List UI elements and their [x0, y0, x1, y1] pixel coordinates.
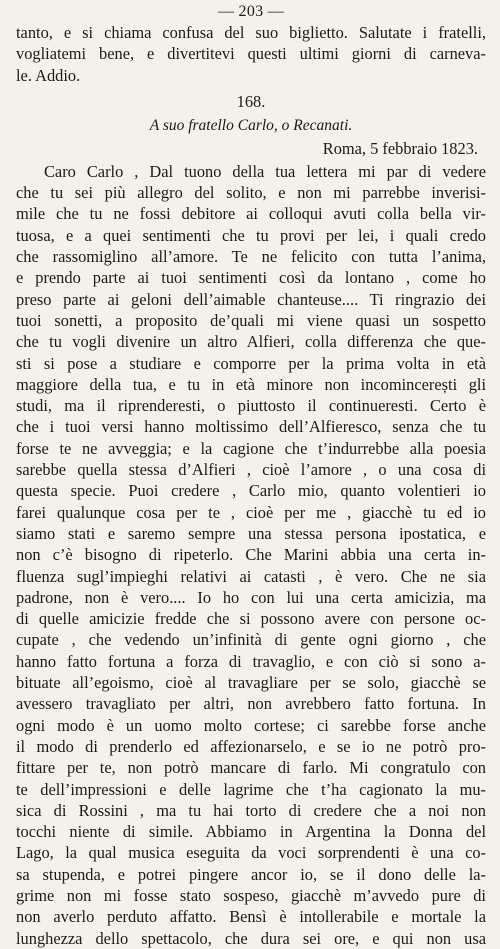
text-line: non averlo perduto affatto. Bensì è intollerabile e mortale la — [16, 907, 486, 927]
previous-letter-closing — [16, 22, 486, 86]
text-line: mile che tu ne fossi debitore ai colloqui avuti colla bella vir- — [16, 204, 486, 224]
text-line: hanno fatto fortuna a forza di travaglio, e con ciò si sono a- — [16, 651, 486, 671]
text-line: tuosa, e a quei sentimenti che tu provi per lei, i quali credo — [16, 225, 486, 245]
text-line: sica di Rossini , ma tu hai torto di credere che a noi non — [16, 800, 486, 820]
text-line: farei qualunque cosa per te , cioè per me , giacchè tu ed io — [16, 502, 486, 522]
text-line: che tu sei più allegro del solito, e non mi parrebbe inverisi- — [16, 183, 486, 203]
text-line: e prendo parte ai tuoi sentimenti così da lontano , come ho — [16, 268, 486, 288]
text-line: tuoi sonetti, a proposito de’quali mi viene quasi un sospetto — [16, 310, 486, 330]
text-line: che rassomiglino all’amore. Te ne felicito con tutta l’anima, — [16, 247, 486, 267]
text-line: le. Addio. — [16, 65, 81, 85]
text-line: sti si pose a studiare e comporre per la prima volta in età — [16, 353, 486, 373]
text-line: cupate , che vedendo un’infinità di gente ogni giorno , che — [16, 630, 486, 650]
text-line: il modo di prenderlo ed affezionarselo, e se io ne potrò pro- — [16, 736, 486, 756]
letter-body — [16, 161, 486, 949]
text-line: te dell’impressioni e delle lagrime che t’ha cagionato la mu- — [16, 779, 486, 799]
text-line: grime non mi fosse stato sospeso, giacchè m’avvedo pure di — [16, 885, 486, 905]
text-line: preso parte ai geloni dell’aimable chanteuse.... Ti ringrazio dei — [16, 289, 486, 309]
text-line: fluenza sugl’impieghi relativi ai catasti , è vero. Che ne sia — [16, 566, 486, 586]
text-line: tanto, e si chiama confusa del suo biglietto. Salutate i fratelli, — [16, 23, 486, 42]
text-line: Caro Carlo , Dal tuono della tua lettera mi par di vedere — [44, 161, 486, 181]
text-line: di quelle amicizie fredde che si possono avere con persone oc- — [16, 609, 486, 629]
text-line: lunghezza dello spettacolo, che dura sei ore, e qui non usa — [16, 928, 486, 948]
text-line: che tu vogli divenire un altro Alfieri, colla differenza che que- — [16, 332, 486, 352]
text-line: ogni modo è un uomo molto cortese; ci sarebbe forse anche — [16, 715, 486, 735]
letter-heading: A suo fratello Carlo, o Recanati. — [149, 116, 353, 134]
text-line: fittare per te, non potrò mancare di farlo. Mi congratulo con — [16, 758, 486, 778]
letter-number: 168. — [236, 91, 266, 111]
letter-dateline: Roma, 5 febbraio 1823. — [322, 138, 478, 158]
text-line: avessero travagliato per altri, non avrebbero fatto fortuna. In — [16, 694, 486, 714]
text-line: maggiore della tua, e tu in età minore non incomincerești gli — [16, 374, 486, 394]
text-line: Lago, la qual musica eseguita da voci sorprendenti è una co- — [16, 843, 486, 863]
text-line: tocchi niente di simile. Abbiamo in Argentina la Donna del — [16, 822, 486, 842]
page-number: — 203 — — [217, 3, 285, 20]
text-line: padrone, non è vero.... Io ho con lui una certa amicizia, ma — [16, 587, 486, 607]
text-line: studi, ma il riprenderesti, o piuttosto il continueresti. Certo è — [16, 396, 486, 416]
text-line: questa specie. Puoi credere , Carlo mio, quanto volentieri io — [16, 481, 486, 501]
text-line: forse te ne avveggia; e la cagione che t’indurrebbe alla poesia — [16, 438, 486, 458]
text-line: che i tuoi versi hanno moltissimo dell’Alfieresco, senza che tu — [16, 417, 486, 437]
text-line: sarebbe quella stessa d’Alfieri , cioè l’amore , o una cosa di — [16, 460, 486, 480]
text-line: bituate all’egoismo, cioè al travagliare per se solo, giacchè se — [16, 673, 486, 693]
text-line: sa stupenda, e potrei pingere ancor io, se il dono delle la- — [16, 864, 486, 884]
text-line: siamo stati e saremo sempre una stessa persona ipostatica, e — [16, 523, 486, 543]
text-line: vogliatemi bene, e divertitevi questi ultimi giorni di carneva- — [16, 44, 486, 64]
text-line: non c’è bisogno di ripeterlo. Che Marini abbia una certa in- — [16, 545, 486, 565]
